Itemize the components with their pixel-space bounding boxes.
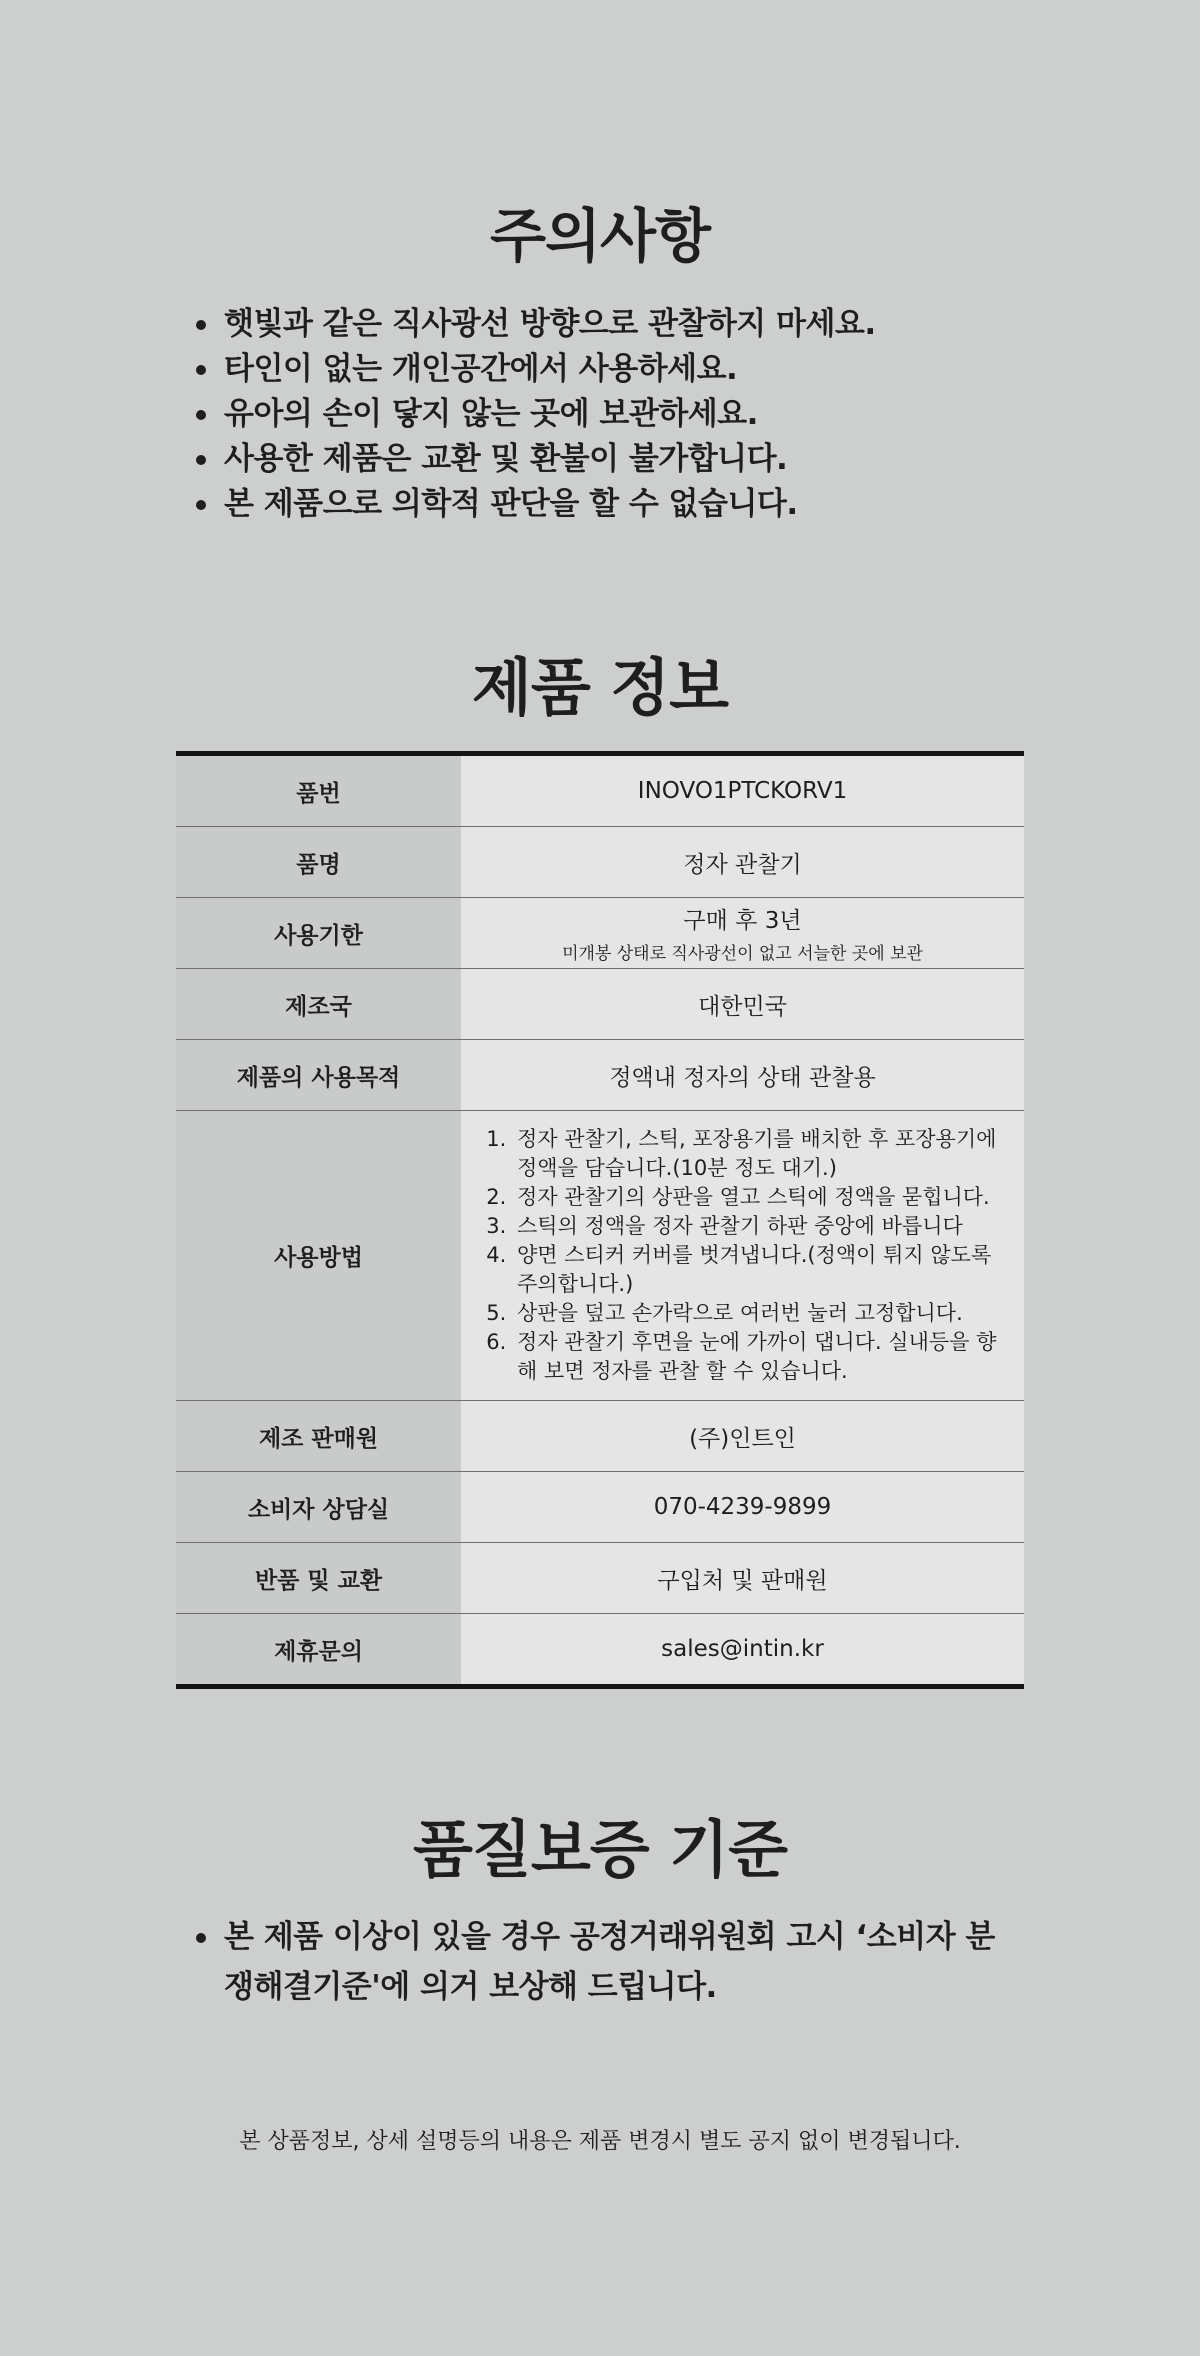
row-value: 정자 관찰기 xyxy=(461,827,1024,898)
row-label: 제조국 xyxy=(176,969,461,1040)
cautions-title: 주의사항 xyxy=(489,202,711,270)
table-row xyxy=(176,1472,1024,1543)
row-label: 제휴문의 xyxy=(176,1614,461,1687)
row-label: 반품 및 교환 xyxy=(176,1543,461,1614)
quality-title: 품질보증 기준 xyxy=(413,1813,787,1886)
usage-step: 5. 상판을 덮고 손가락으로 여러번 눌러 고정합니다. xyxy=(513,1299,1010,1328)
row-value xyxy=(461,1111,1024,1401)
table-row xyxy=(176,1401,1024,1472)
usage-step: 1. 정자 관찰기, 스틱, 포장용기를 배치한 후 포장용기에 정액을 담습니다.(10분 정도 대기.) xyxy=(513,1125,1010,1183)
row-label: 품번 xyxy=(176,754,461,827)
list-item: 타인이 없는 개인공간에서 사용하세요. xyxy=(190,347,1030,392)
row-value: 070-4239-9899 xyxy=(461,1472,1024,1543)
usage-step: 6. 정자 관찰기 후면을 눈에 가까이 댑니다. 실내등을 향해 보면 정자를 관찰 할 수 있습니다. xyxy=(513,1328,1010,1386)
list-item: 사용한 제품은 교환 및 환불이 불가합니다. xyxy=(190,437,1030,482)
expiry-value: 구매 후 3년 xyxy=(683,908,802,934)
row-value[interactable]: sales@intin.kr xyxy=(461,1614,1024,1687)
product-info-title: 제품 정보 xyxy=(471,651,729,724)
usage-step: 4. 양면 스티커 커버를 벗겨냅니다.(정액이 튀지 않도록 주의합니다.) xyxy=(513,1241,1010,1299)
row-value: 대한민국 xyxy=(461,969,1024,1040)
table-row xyxy=(176,827,1024,898)
list-item: 본 제품 이상이 있을 경우 공정거래위원회 고시 ‘소비자 분쟁해결기준'에 의거 보상해 드립니다. xyxy=(190,1912,1010,2012)
footer-note: 본 상품정보, 상세 설명등의 내용은 제품 변경시 별도 공지 없이 변경됩니다. xyxy=(239,2129,961,2154)
row-value: 구입처 및 판매원 xyxy=(461,1543,1024,1614)
quality-list xyxy=(190,1912,1010,2012)
list-item: 유아의 손이 닿지 않는 곳에 보관하세요. xyxy=(190,392,1030,437)
row-label: 제품의 사용목적 xyxy=(176,1040,461,1111)
row-value: 정액내 정자의 상태 관찰용 xyxy=(461,1040,1024,1111)
table-row xyxy=(176,1111,1024,1401)
usage-step: 3. 스틱의 정액을 정자 관찰기 하판 중앙에 바릅니다 xyxy=(513,1212,1010,1241)
table-row xyxy=(176,1614,1024,1687)
table-row xyxy=(176,969,1024,1040)
table-row xyxy=(176,1040,1024,1111)
row-value: INOVO1PTCKORV1 xyxy=(461,754,1024,827)
table-row xyxy=(176,1543,1024,1614)
row-label: 소비자 상담실 xyxy=(176,1472,461,1543)
table-row xyxy=(176,754,1024,827)
expiry-note: 미개봉 상태로 직사광선이 없고 서늘한 곳에 보관 xyxy=(562,944,923,964)
row-label: 사용기한 xyxy=(176,898,461,969)
row-label: 품명 xyxy=(176,827,461,898)
table-row xyxy=(176,898,1024,969)
row-value: (주)인트인 xyxy=(461,1401,1024,1472)
usage-step: 2. 정자 관찰기의 상판을 열고 스틱에 정액을 묻힙니다. xyxy=(513,1183,1010,1212)
list-item: 본 제품으로 의학적 판단을 할 수 없습니다. xyxy=(190,482,1030,527)
usage-steps xyxy=(461,1111,1024,1400)
list-item: 햇빛과 같은 직사광선 방향으로 관찰하지 마세요. xyxy=(190,302,1030,347)
row-label: 제조 판매원 xyxy=(176,1401,461,1472)
row-label: 사용방법 xyxy=(176,1111,461,1401)
product-info-table xyxy=(176,751,1024,1689)
row-value xyxy=(461,898,1024,969)
cautions-list xyxy=(190,302,1030,527)
